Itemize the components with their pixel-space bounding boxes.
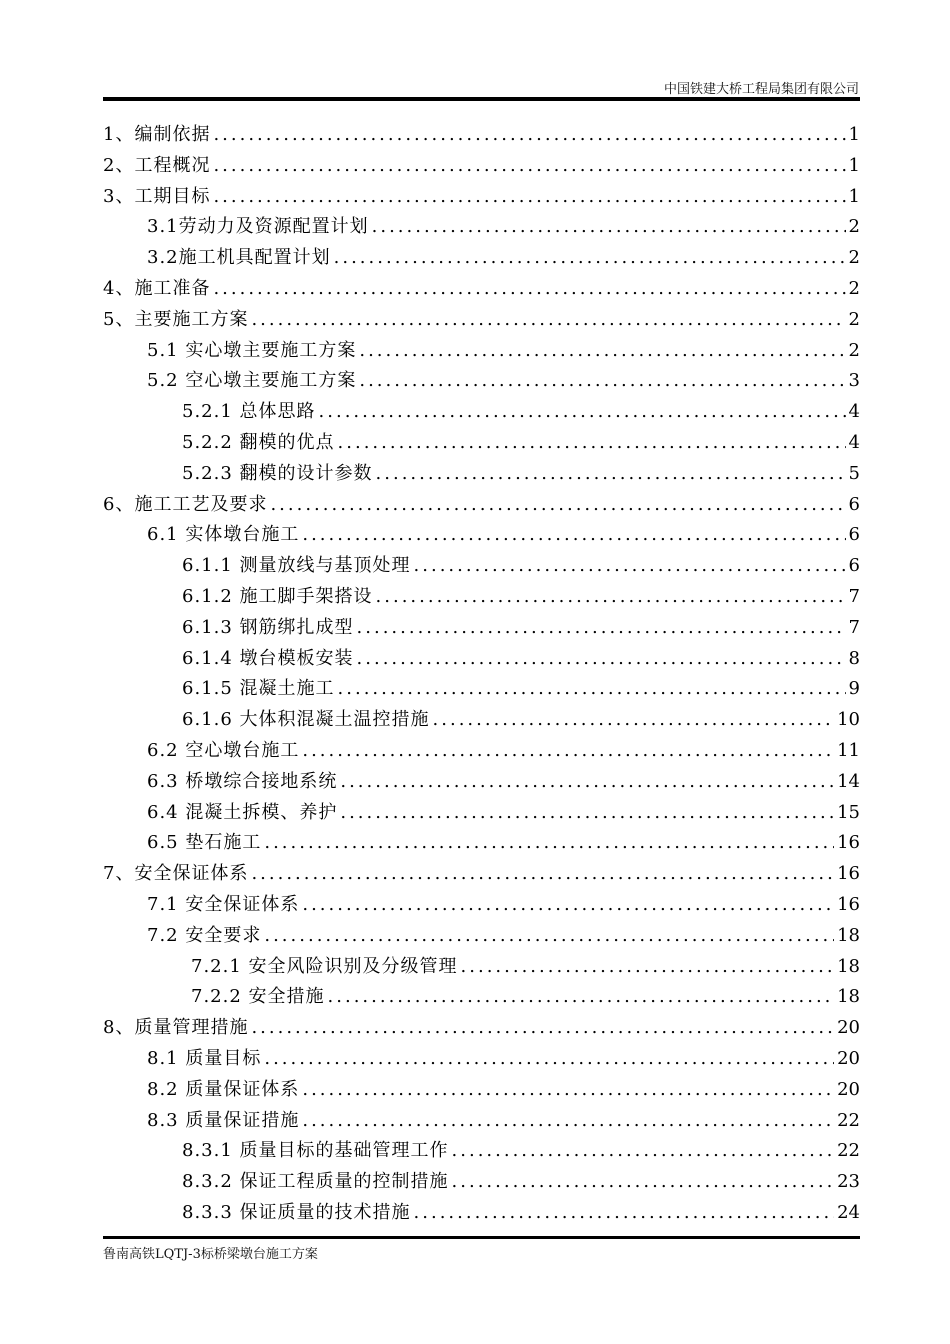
toc-entry-title: 3.2施工机具配置计划 [147, 247, 331, 269]
toc-leader-dots [328, 982, 835, 1013]
toc-leader-dots [359, 336, 845, 367]
toc-leader-dots [264, 828, 834, 859]
toc-entry[interactable] [103, 705, 860, 736]
page-header-company: 中国铁建大桥工程局集团有限公司 [663, 82, 859, 97]
toc-entry-page-number: 22 [837, 1140, 860, 1162]
toc-entry[interactable] [103, 243, 860, 274]
toc-entry-title: 6.1.5 混凝土施工 [182, 678, 335, 700]
toc-entry-page-number: 4 [848, 431, 860, 453]
toc-entry[interactable] [103, 397, 860, 428]
toc-entry-page-number: 2 [848, 247, 860, 269]
toc-entry[interactable] [103, 798, 860, 829]
table-of-contents [103, 120, 860, 1229]
toc-leader-dots [357, 613, 846, 644]
toc-entry-page-number: 9 [848, 678, 860, 700]
toc-leader-dots [414, 1198, 835, 1229]
toc-entry-page-number: 18 [837, 986, 860, 1008]
toc-leader-dots [357, 644, 846, 675]
toc-entry-title: 8.3 质量保证措施 [147, 1109, 300, 1131]
toc-leader-dots [270, 490, 845, 521]
toc-leader-dots [340, 798, 834, 829]
toc-entry-page-number: 22 [837, 1109, 860, 1131]
toc-entry[interactable] [103, 767, 860, 798]
toc-entry-title: 6.1.4 墩台模板安装 [182, 647, 354, 669]
toc-entry[interactable] [103, 212, 860, 243]
toc-entry-page-number: 20 [837, 1017, 860, 1039]
toc-entry[interactable] [103, 674, 860, 705]
toc-entry-page-number: 11 [837, 739, 860, 761]
header-rule [103, 97, 860, 101]
toc-leader-dots [414, 551, 846, 582]
toc-leader-dots [302, 890, 834, 921]
toc-leader-dots [213, 182, 845, 213]
toc-leader-dots [461, 952, 835, 983]
toc-entry[interactable] [103, 982, 860, 1013]
toc-entry-page-number: 2 [848, 308, 860, 330]
toc-entry[interactable] [103, 828, 860, 859]
toc-entry[interactable] [103, 1167, 860, 1198]
toc-entry-page-number: 7 [848, 585, 860, 607]
toc-entry-title: 6.1.3 钢筋绑扎成型 [182, 616, 354, 638]
toc-leader-dots [319, 397, 846, 428]
toc-entry-title: 2、工程概况 [103, 154, 211, 176]
toc-entry-page-number: 15 [837, 801, 860, 823]
toc-leader-dots [338, 428, 846, 459]
toc-leader-dots [338, 674, 846, 705]
toc-entry-title: 5、主要施工方案 [103, 308, 249, 330]
toc-entry-title: 8.3.3 保证质量的技术措施 [182, 1201, 411, 1223]
toc-leader-dots [452, 1167, 835, 1198]
toc-entry-page-number: 2 [848, 339, 860, 361]
toc-leader-dots [452, 1136, 835, 1167]
toc-entry-title: 7.2.2 安全措施 [191, 986, 325, 1008]
toc-entry-page-number: 16 [837, 832, 860, 854]
toc-entry-title: 7.2 安全要求 [147, 924, 262, 946]
toc-leader-dots [302, 1106, 834, 1137]
footer-rule [103, 1236, 860, 1239]
toc-entry[interactable] [103, 613, 860, 644]
toc-entry-title: 8.3.2 保证工程质量的控制措施 [182, 1171, 449, 1193]
toc-entry-title: 6.4 混凝土拆模、养护 [147, 801, 338, 823]
toc-entry[interactable] [103, 736, 860, 767]
toc-entry[interactable] [103, 859, 860, 890]
toc-entry[interactable] [103, 952, 860, 983]
toc-leader-dots [251, 859, 834, 890]
toc-entry-title: 5.2 空心墩主要施工方案 [147, 370, 357, 392]
toc-entry-title: 7、安全保证体系 [103, 863, 249, 885]
toc-entry[interactable] [103, 490, 860, 521]
toc-entry-title: 5.2.3 翻模的设计参数 [182, 462, 373, 484]
toc-entry[interactable] [103, 151, 860, 182]
toc-entry-title: 6.1.1 测量放线与基顶处理 [182, 555, 411, 577]
toc-entry[interactable] [103, 551, 860, 582]
toc-entry-title: 3.1劳动力及资源配置计划 [147, 216, 369, 238]
toc-leader-dots [376, 582, 846, 613]
toc-leader-dots [213, 120, 845, 151]
toc-entry-page-number: 20 [837, 1047, 860, 1069]
toc-leader-dots [302, 736, 834, 767]
toc-entry-title: 5.1 实心墩主要施工方案 [147, 339, 357, 361]
toc-entry-title: 6.1.6 大体积混凝土温控措施 [182, 709, 430, 731]
toc-leader-dots [302, 520, 845, 551]
toc-entry-page-number: 1 [848, 154, 860, 176]
toc-leader-dots [264, 921, 834, 952]
toc-entry-title: 8.3.1 质量目标的基础管理工作 [182, 1140, 449, 1162]
toc-entry[interactable] [103, 274, 860, 305]
toc-entry-title: 4、施工准备 [103, 277, 211, 299]
toc-entry-title: 3、工期目标 [103, 185, 211, 207]
toc-leader-dots [433, 705, 835, 736]
toc-entry[interactable] [103, 120, 860, 151]
toc-entry-page-number: 16 [837, 893, 860, 915]
toc-entry-page-number: 5 [848, 462, 860, 484]
toc-entry-page-number: 1 [848, 124, 860, 145]
toc-entry-title: 6.5 垫石施工 [147, 832, 262, 854]
toc-entry[interactable] [103, 1198, 860, 1229]
toc-entry-title: 6、施工工艺及要求 [103, 493, 268, 515]
toc-entry[interactable] [103, 305, 860, 336]
toc-entry-title: 8.2 质量保证体系 [147, 1078, 300, 1100]
toc-entry-page-number: 1 [848, 185, 860, 207]
toc-leader-dots [213, 151, 845, 182]
toc-entry-title: 8、质量管理措施 [103, 1017, 249, 1039]
toc-entry-page-number: 18 [837, 955, 860, 977]
toc-entry-page-number: 20 [837, 1078, 860, 1100]
toc-entry-page-number: 2 [848, 277, 860, 299]
toc-entry-page-number: 24 [837, 1201, 860, 1223]
toc-leader-dots [251, 305, 845, 336]
toc-entry[interactable] [103, 459, 860, 490]
toc-entry-page-number: 6 [848, 524, 860, 546]
page-footer-project: 鲁南高铁LQTJ-3标桥梁墩台施工方案 [103, 1247, 318, 1262]
toc-leader-dots [251, 1013, 834, 1044]
toc-entry-page-number: 6 [848, 555, 860, 577]
toc-entry-page-number: 10 [837, 709, 860, 731]
toc-entry[interactable] [103, 644, 860, 675]
toc-entry[interactable] [103, 1013, 860, 1044]
toc-leader-dots [264, 1044, 834, 1075]
toc-leader-dots [302, 1075, 834, 1106]
toc-entry[interactable] [103, 336, 860, 367]
toc-entry[interactable] [103, 1075, 860, 1106]
toc-entry-page-number: 7 [848, 616, 860, 638]
toc-entry-title: 5.2.2 翻模的优点 [182, 431, 335, 453]
toc-entry-title: 1、编制依据 [103, 124, 211, 145]
toc-entry-page-number: 16 [837, 863, 860, 885]
toc-entry[interactable] [103, 428, 860, 459]
toc-leader-dots [334, 243, 846, 274]
toc-entry-title: 6.1.2 施工脚手架搭设 [182, 585, 373, 607]
toc-entry-page-number: 14 [837, 770, 860, 792]
toc-entry-page-number: 18 [837, 924, 860, 946]
toc-entry[interactable] [103, 1136, 860, 1167]
toc-entry-title: 7.2.1 安全风险识别及分级管理 [191, 955, 458, 977]
toc-entry-page-number: 23 [837, 1171, 860, 1193]
toc-entry-page-number: 4 [848, 401, 860, 423]
toc-entry-page-number: 3 [848, 370, 860, 392]
toc-entry[interactable] [103, 520, 860, 551]
toc-entry[interactable] [103, 1106, 860, 1137]
toc-leader-dots [340, 767, 834, 798]
toc-entry[interactable] [103, 890, 860, 921]
toc-leader-dots [372, 212, 846, 243]
toc-entry[interactable] [103, 182, 860, 213]
toc-entry-title: 6.1 实体墩台施工 [147, 524, 300, 546]
toc-entry[interactable] [103, 1044, 860, 1075]
toc-entry[interactable] [103, 582, 860, 613]
toc-entry-page-number: 2 [848, 216, 860, 238]
toc-entry[interactable] [103, 921, 860, 952]
toc-entry-title: 6.2 空心墩台施工 [147, 739, 300, 761]
toc-entry-page-number: 6 [848, 493, 860, 515]
toc-leader-dots [376, 459, 846, 490]
toc-leader-dots [359, 366, 845, 397]
toc-entry-title: 5.2.1 总体思路 [182, 401, 316, 423]
toc-entry-title: 8.1 质量目标 [147, 1047, 262, 1069]
toc-entry[interactable] [103, 366, 860, 397]
toc-leader-dots [213, 274, 845, 305]
toc-entry-page-number: 8 [848, 647, 860, 669]
toc-entry-title: 7.1 安全保证体系 [147, 893, 300, 915]
toc-entry-title: 6.3 桥墩综合接地系统 [147, 770, 338, 792]
